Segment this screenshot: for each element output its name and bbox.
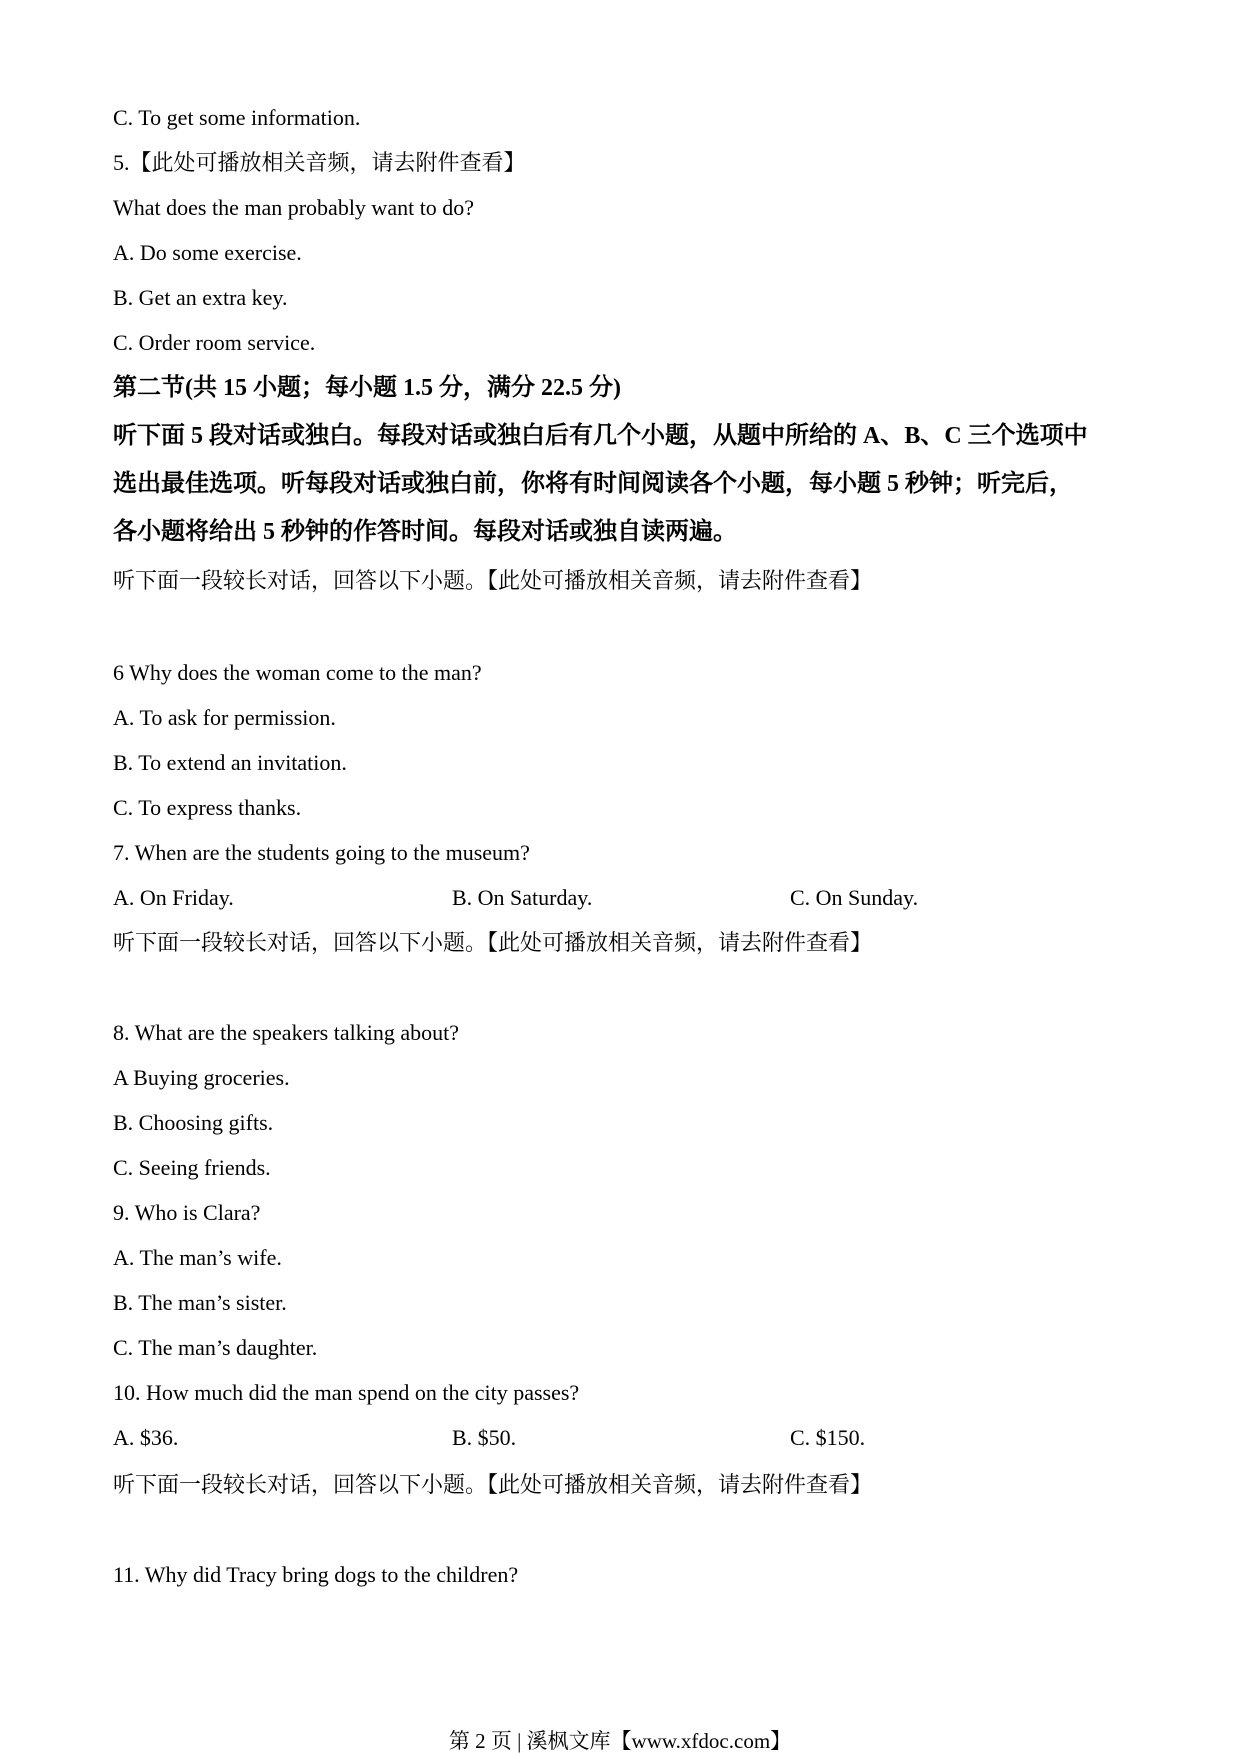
option-10b: B. $50. xyxy=(452,1425,517,1450)
question-8-text: 8. What are the speakers talking about? xyxy=(113,1020,459,1045)
option-7a: A. On Friday. xyxy=(113,885,234,910)
option-6a: A. To ask for permission. xyxy=(113,705,336,730)
question-6-text: 6 Why does the woman come to the man? xyxy=(113,660,482,685)
question-7-text: 7. When are the students going to the museum? xyxy=(113,840,530,865)
section-instructions-2: 选出最佳选项。听每段对话或独白前，你将有时间阅读各个小题，每小题 5 秒钟；听完后， xyxy=(113,471,1073,497)
option-5b: B. Get an extra key. xyxy=(113,285,288,310)
option-7b: B. On Saturday. xyxy=(452,885,593,910)
dialogue-intro-3: 听下面一段较长对话，回答以下小题。【此处可播放相关音频，请去附件查看】 xyxy=(113,1472,873,1497)
option-9b: B. The man’s sister. xyxy=(113,1290,287,1315)
question-9-text: 9. Who is Clara? xyxy=(113,1200,261,1225)
option-9a: A. The man’s wife. xyxy=(113,1245,282,1270)
option-8b: B. Choosing gifts. xyxy=(113,1110,274,1135)
question-11-text: 11. Why did Tracy bring dogs to the children? xyxy=(113,1562,519,1587)
section-heading: 第二节(共 15 小题；每小题 1.5 分，满分 22.5 分) xyxy=(113,375,621,401)
option-8c: C. Seeing friends. xyxy=(113,1155,271,1180)
section-instructions-1: 听下面 5 段对话或独白。每段对话或独白后有几个小题，从题中所给的 A、B、C 三个选项中 xyxy=(113,423,1088,449)
option-6b: B. To extend an invitation. xyxy=(113,750,347,775)
dialogue-intro-2: 听下面一段较长对话，回答以下小题。【此处可播放相关音频，请去附件查看】 xyxy=(113,930,873,955)
option-10a: A. $36. xyxy=(113,1425,179,1450)
section-instructions-3: 各小题将给出 5 秒钟的作答时间。每段对话或独自读两遍。 xyxy=(113,519,737,545)
option-4c: C. To get some information. xyxy=(113,105,361,130)
page-footer: 第 2 页 | 溪枫文库【www.xfdoc.com】 xyxy=(448,1729,792,1753)
option-5c: C. Order room service. xyxy=(113,330,316,355)
option-6c: C. To express thanks. xyxy=(113,795,302,820)
option-8a: A Buying groceries. xyxy=(113,1065,290,1090)
option-5a: A. Do some exercise. xyxy=(113,240,302,265)
option-9c: C. The man’s daughter. xyxy=(113,1335,318,1360)
option-10c: C. $150. xyxy=(790,1425,866,1450)
question-5-number-audio: 5.【此处可播放相关音频，请去附件查看】 xyxy=(113,150,526,175)
question-5-text: What does the man probably want to do? xyxy=(113,195,475,220)
question-10-text: 10. How much did the man spend on the city passes? xyxy=(113,1380,580,1405)
dialogue-intro-1: 听下面一段较长对话，回答以下小题。【此处可播放相关音频，请去附件查看】 xyxy=(113,568,873,593)
option-7c: C. On Sunday. xyxy=(790,885,919,910)
